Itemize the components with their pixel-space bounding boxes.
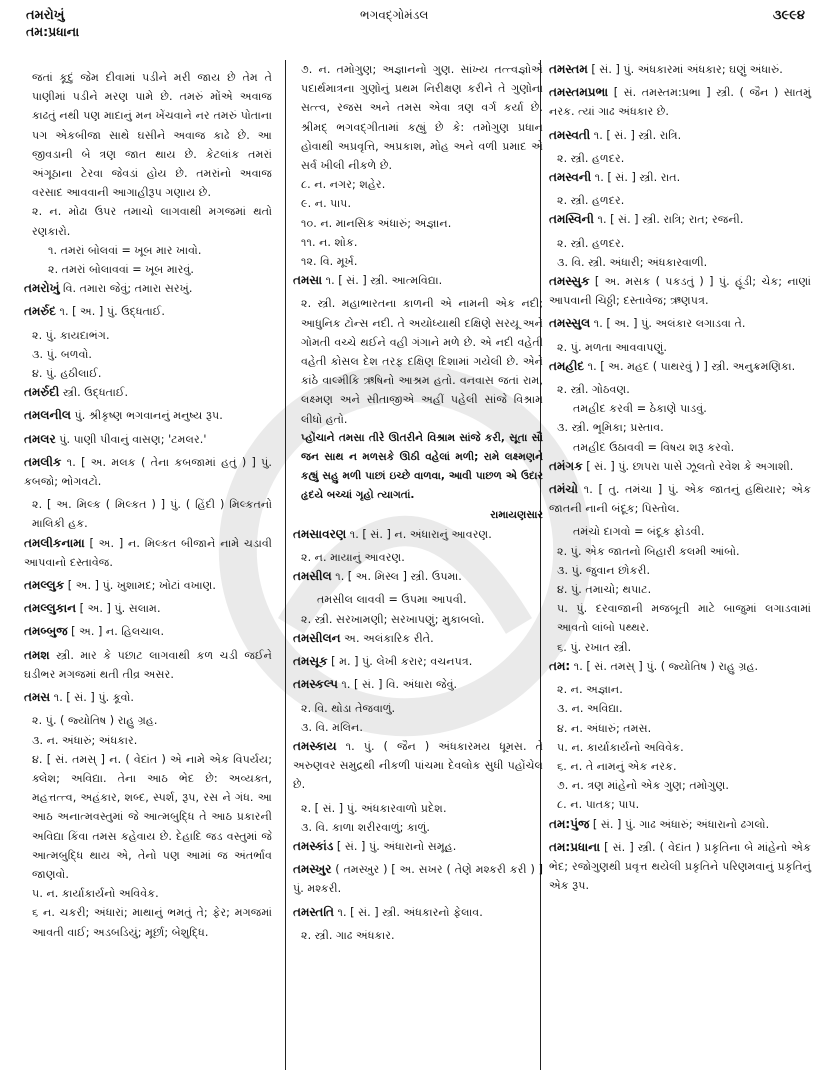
- headword: તમર્રુદ: [24, 304, 56, 319]
- headword: તમર્રુદી: [24, 385, 60, 400]
- dictionary-entry: [24, 383, 272, 402]
- dictionary-entry: [24, 599, 272, 618]
- sense-definition: ૩. ન. અંધારું; અંધકાર.: [32, 733, 138, 747]
- headword: તમ:પુંજ: [549, 816, 590, 831]
- headword: તમંચો: [549, 482, 579, 497]
- sense-definition: ૨. ન. અજ્ઞાન.: [557, 683, 623, 697]
- sense-definition: ૨. પું. કાયદાભંગ.: [32, 328, 110, 342]
- headword: તમસ્સુલ: [549, 316, 591, 331]
- sense-definition: ૩. વિ. સ્ત્રી. અંધારી; અંધકારવાળી.: [557, 255, 708, 269]
- dictionary-entry: [549, 815, 811, 834]
- sense-definition: ૩. વિ. કાળા શરીરવાળું; કાળું.: [301, 820, 430, 834]
- definition-text: ૧. [ સં. ] સ્ત્રી. અંધકારનો ફેલાવ.: [334, 905, 483, 919]
- dictionary-entry: [293, 860, 543, 898]
- sense-definition: ૩. સ્ત્રી. ભૂમિકા; પ્રસ્તાવ.: [557, 421, 664, 435]
- headword: તમસ્કાંડ: [293, 838, 334, 853]
- sense-definition: ૬ ન. ચકરી; અંધારાં; માથાનું ભમતું તે; ફેર; મગજમાં આવતી વાઈ; અડબડિયું; મૂર્છા; બેશુદ્ધિ.: [32, 906, 272, 939]
- sense-definition: ૨. સ્ત્રી. હળદર.: [557, 151, 625, 165]
- sense-definition: ૩. ન. અવિદ્યા.: [557, 702, 623, 716]
- headword: તમલીક: [24, 454, 62, 469]
- headword: તમસીલ: [293, 569, 332, 584]
- book-title: ભગવદ્ગોમંડલ: [360, 8, 429, 22]
- dictionary-entry: [549, 357, 811, 376]
- idiom-phrase: ૨. તમરાં બોલાવવાં = ખૂબ મારવું.: [48, 263, 194, 277]
- headword: તમશ: [24, 647, 50, 662]
- dictionary-entry: [24, 406, 272, 425]
- definition-text: ૧. [ સં. તમસ્ ] પું. ( જ્યોતિષ ) રાહુ ગ્રહ.: [570, 659, 759, 673]
- sense-definition: ૨. પું. ( જ્યોતિષ ) રાહુ ગ્રહ.: [32, 714, 158, 728]
- headword: તમલીકનામા: [24, 535, 85, 550]
- headword: તમહીદ: [549, 358, 585, 373]
- dictionary-entry: [24, 576, 272, 595]
- sense-definition: ૧૦. ન. માનસિક અંધારું; અજ્ઞાન.: [301, 216, 452, 230]
- headword: તમરોખું: [24, 281, 60, 296]
- definition-text: [ અ. ] ન. મિલ્કત બીજાને નામે ચડાવી આપવાનો દસ્તાવેજ.: [24, 536, 272, 569]
- headword: તમસ્તમપ્રભા: [549, 85, 609, 100]
- dictionary-entry: [549, 657, 811, 676]
- headword: તમંગક: [549, 458, 583, 473]
- sense-definition: ૩. પું. જુવાન છોકરી.: [557, 563, 651, 577]
- sense-definition: ૨. સ્ત્રી. મહાભારતના કાળની એ નામની એક નદી; આધુનિક ટોન્સ નદી. તે અયોધ્યાથી દક્ષિણે સરયૂ અને ગોમતી વચ્ચે થઈને વહી ગંગાને મળે છે. એ નદી વહેતી વહેતી કોસલ દેશ તરફ દક્ષિણ દિશામાં ગયેલી છે. એને કાંઠે વાલ્મીકિ ઋષિનો આશ્રમ હતો. વનવાસ જતાં રામ, લક્ષ્મણ અને સીતાજીએ અહીં પહેલી સાંજે વિશ્રામ લીધો હતો.: [301, 297, 543, 426]
- definition-text: [ સં. ] પું. છાપરા પાસે ઝૂલતો રવેશ કે અગાશી.: [582, 459, 794, 473]
- definition-text: [ અ. ] ન. હિલચાલ.: [67, 625, 165, 639]
- sense-definition: ૬. પું. રખાત સ્ત્રી.: [557, 640, 632, 654]
- dictionary-entry: [549, 480, 811, 518]
- sense-definition: ૨. પું. મળતા આવવાપણું.: [557, 340, 667, 354]
- headword: તમસ્ખુર: [293, 862, 332, 877]
- definition-text: ૧. [ સં. ] સ્ત્રી. આત્મવિદ્યા.: [322, 274, 443, 288]
- headword: તમસ્વિની: [549, 212, 594, 227]
- dictionary-entry: [293, 652, 543, 671]
- definition-text: ૧. [ તુ. તમંચા ] પું. એક જાતનું હથિયાર; એક જાતની નાની બંદૂક; પિસ્તોલ.: [549, 483, 811, 516]
- idiom-phrase: ૧. તમરાં બોલવાં = ખૂબ માર ખાવો.: [48, 243, 202, 257]
- headword: તમસ: [24, 690, 51, 705]
- sense-definition: ૮. ન. નગર; શહેર.: [301, 178, 386, 192]
- column-divider: [285, 60, 286, 1070]
- sense-definition: ૨. [ સં. ] પું. અંધકારવાળો પ્રદેશ.: [301, 801, 447, 815]
- sense-definition: ૪. ન. અંધારું; તમસ.: [557, 721, 652, 735]
- headword: તમસા: [293, 273, 323, 288]
- sense-definition: ૨. સ્ત્રી. હળદર.: [557, 236, 625, 250]
- sense-definition: ૯. ન. પાપ.: [301, 197, 352, 211]
- dictionary-entry: [24, 688, 272, 707]
- dictionary-entry: [549, 457, 811, 476]
- quotation: પ્હોંચાને તમસા તીરે ઊતરીને વિશ્રામ સાંજે કરી, સૂતા સૌ જન સાથ ન મળસકે ઊઠી વહેલાં મળી; રામે લક્ષ્મણને કહ્યું સહુ મળી પાછાં ઇચ્છે વાળવા, આવી પાછળ એ ઉદાર હૃદયે બચ્ચાં ગૃહો ત્યાગતાં.: [301, 431, 543, 502]
- dictionary-entry: [293, 675, 543, 694]
- headword: તમલનીલ: [24, 408, 71, 423]
- page-header: [0, 8, 825, 39]
- dictionary-entry: [24, 430, 272, 449]
- dictionary-entry: [293, 567, 543, 586]
- idiom-phrase: તમહીદ કરવી = ઠેકાણે પાડવું.: [573, 402, 707, 416]
- sense-definition: ૮. ન. પાતક; પાપ.: [557, 798, 640, 812]
- definition-text: [ મ. ] પું. લેખી કરાર; વચનપત્ર.: [327, 655, 473, 669]
- sense-definition: ૩. વિ. મલિન.: [301, 720, 363, 734]
- headword: તમલર: [24, 431, 56, 446]
- headword: તમસ્તતિ: [293, 904, 334, 919]
- definition-text: ૧. [ અ. મિસ્લ ] સ્ત્રી. ઉપમા.: [331, 570, 462, 584]
- definition-text: વિ. તમારા જેવું; તમારા સરખું.: [59, 282, 193, 296]
- dictionary-entry: [549, 168, 811, 187]
- sense-definition: ૨. સ્ત્રી. સરખામણી; સરખાપણું; મુકાબલો.: [301, 612, 485, 626]
- column-2: [293, 60, 543, 945]
- definition-text: [ સં. ] પું. ગાઢ અંધારું; અંધારાનો ઢગલો.: [589, 817, 770, 831]
- dictionary-entry: [549, 314, 811, 333]
- definition-text: ૧. [ અ. ] પું. ઉદ્ધતાઈ.: [55, 305, 165, 319]
- dictionary-entry: [549, 838, 811, 896]
- sense-definition: જતાં કૂદું જેમ દીવામાં પડીને મરી જાય છે તેમ તે પાણીમાં પડીને મરણ પામે છે. તમરું મોંએ અવાજ કાઢતું નથી પણ માદાનું મન ખેંચવાને નર તમરું પોતાના પગ એકબીજા સાથે ઘસીને અવાજ કાઢે છે. આ જીવડાની બે ત્રણ જાત થાય છે. કેટલાંક તમરાં અંગૂઠાના ટેરવા જેવડાં હોય છે. તમરાંનો અવાજ વરસાદ આવવાની આગાહીરૂપ ગણાય છે.: [32, 71, 272, 200]
- sense-definition: ૪. પું. હઠીલાઈ.: [32, 367, 102, 381]
- headword: તમબ્બુજ: [24, 624, 68, 639]
- column-3: [549, 60, 811, 899]
- definition-text: [ સં. તમસ્તમ:પ્રભા ] સ્ત્રી. ( જૈન ) સાતમું નરક. ત્યાં ગાઢ અંધકાર છે.: [549, 86, 811, 119]
- definition-text: ૧. પું. ( જૈન ) અંધકારમય ધૂમસ. તે અરુણવર સમુદ્રથી નીકળી પાંચમા દેવલોક સુધી પહોંચેલ છે.: [293, 739, 543, 792]
- sense-definition: ૨. વિ. થોડા તેજવાળું.: [301, 701, 396, 715]
- sense-definition: ૩. પું. બળવો.: [32, 347, 92, 361]
- idiom-phrase: તમંચો દાગવો = બંદૂક ફોડવી.: [573, 525, 705, 539]
- sense-definition: ૭. ન. તમોગુણ; અજ્ઞાનનો ગુણ. સાંખ્ય તત્ત્વજ્ઞોએ પદાર્થમાત્રના ગુણોનું પ્રથમ નિરીક્ષણ કરીને તે ગુણોના સત્ત્વ, રજસ અને તમસ એવા ત્રણ વર્ગ કર્યા છે. શ્રીમદ્ ભગવદ્ગીતામાં કહ્યું છે કે: તમોગુણ પ્રધાન હોવાથી અપ્રવૃત્તિ, અપ્રકાશ, મોહ અને વળી પ્રમાદ એ સર્વ ખીલી નીકળે છે.: [301, 63, 543, 173]
- quote-attribution: રામાયણસાર: [490, 508, 543, 521]
- sense-definition: ૨. સ્ત્રી. ગાઢ અંધકાર.: [301, 928, 395, 942]
- definition-text: અ. અલંકારિક રીતે.: [340, 631, 434, 645]
- sense-definition: ૨. [ અ. મિલ્ક ( મિલ્કત ) ] પું. ( હિંદી ) મિલ્કતનો માલિકી હક.: [32, 498, 272, 531]
- dictionary-entry: [549, 210, 811, 229]
- idiom-phrase: તમસીલ લાવવી = ઉપમા આપવી.: [317, 593, 467, 607]
- definition-text: [ સં. ] સ્ત્રી. ( વેદાંત ) પ્રકૃતિના બે માંહેનો એક ભેદ; રજોગુણથી પ્રવૃત્ત થયેલી પ્રકૃતિને પરિણમવાનું પ્રકૃતિનું એક રૂપ.: [549, 840, 811, 893]
- definition-text: [ સં. ] પું. અંધકારમાં અંધકાર; ઘણું અંધારું.: [587, 63, 783, 76]
- page-number: ૩૯૯૪: [772, 8, 805, 23]
- dictionary-entry: [24, 453, 272, 491]
- sense-definition: ૧૨. વિ. મૂર્ખ.: [301, 255, 358, 269]
- dictionary-entry: [293, 271, 543, 290]
- dictionary-entry: [293, 903, 543, 922]
- sense-definition: ૨. પું. એક જાતનો બિહારી કલમી આંબો.: [557, 544, 740, 558]
- dictionary-entry: [293, 629, 543, 648]
- definition-text: પું. પાણી પીવાનું વાસણ; 'ટમલર.': [55, 432, 207, 446]
- definition-text: પું. શ્રીકૃષ્ણ ભગવાનનું મનુષ્ય રૂપ.: [70, 409, 223, 423]
- dictionary-entry: [24, 534, 272, 572]
- definition-text: ૧. [ અ. ] પું. અલંકાર લગાડવા તે.: [590, 317, 746, 331]
- definition-text: ૧. [ સં. ] સ્ત્રી. રાત્રિ; રાત; રજની.: [593, 213, 744, 227]
- sense-definition: ૪. [ સં. તમસ્ ] ન. ( વેદાંત ) એ નામે એક વિપર્યય; ક્લેશ; અવિદ્યા. તેના આઠ ભેદ છે: અવ્યક્ત, મહત્તત્ત્વ, અહંકાર, શબ્દ, સ્પર્શ, રૂપ, રસ ને ગંધ. આ આઠ અનાત્મવસ્તુમાં જે આત્મબુદ્ધિ તે આઠ પ્રકારની અવિદ્યા કિંવા તમસ કહેવાય છે. દેહાદિ જડ વસ્તુમાં જે આત્મબુદ્ધિ થાય એ, તેનો પણ આમાં જ અંતર્ભાવ જાણવો.: [32, 752, 272, 881]
- sense-definition: ૫. ન. કાર્યાકાર્યનો અવિવેક.: [32, 887, 159, 901]
- headword: તમસાવરણ: [293, 526, 347, 541]
- headword: તમસ્કલ્પ: [293, 677, 338, 692]
- sense-definition: ૨. સ્ત્રી. હળદર.: [557, 194, 625, 208]
- sense-definition: ૬. ન. તે નામનું એક નરક.: [557, 759, 677, 773]
- column-1: [24, 68, 272, 942]
- dictionary-entry: [24, 622, 272, 641]
- headword: તમસ્વતી: [549, 127, 591, 142]
- dictionary-entry: [549, 60, 811, 79]
- definition-text: [ અ. મસક ( પકડતું ) ] પું. હૂંડી; ચેક; નાણાં આપવાની ચિઠ્ઠી; દસ્તાવેજ; ઋણપત્ર.: [549, 275, 811, 308]
- dictionary-entry: [549, 272, 811, 310]
- definition-text: [ સં. ] પું. અંધારાનો સમૂહ.: [333, 839, 457, 853]
- dictionary-entry: [24, 302, 272, 321]
- sense-definition: ૫. પું. દરવાજાની મજબૂતી માટે બાજુમાં લગાડવામાં આવતો લાંબો પથ્થર.: [557, 602, 811, 635]
- headword: તમ:: [549, 658, 571, 673]
- dictionary-entry: [24, 646, 272, 684]
- definition-text: ૧. [ સં. ] પું. કૂવો.: [50, 691, 134, 705]
- definition-text: ૧. [ સં. ] વિ. અંધારા જેવું.: [337, 678, 458, 692]
- idiom-phrase: તમહીદ ઉઠાવવી = વિષય શરૂ કરવો.: [573, 440, 735, 454]
- headword: તમસૂક: [293, 654, 328, 669]
- sense-definition: ૪. પું. તમાચો; થપાટ.: [557, 583, 652, 597]
- definition-text: ૧. [ અ. મલક ( તેના કબજામાં હતું ) ] પું. કબજો; ભોગવટો.: [24, 455, 272, 489]
- dictionary-entry: [549, 126, 811, 145]
- definition-text: ૧. [ અ. મહદ ( પાથરવું ) ] સ્ત્રી. અનુક્રમણિકા.: [584, 359, 796, 373]
- dictionary-entry: [293, 737, 543, 795]
- sense-definition: ૨. ન. મોઢા ઉપર તમાચો લાગવાથી મગજમાં થતો રણકારો.: [32, 205, 272, 238]
- headword: તમસ્તમ: [549, 62, 588, 76]
- headword: તમસ્સુક: [549, 274, 590, 289]
- dictionary-entry: [549, 83, 811, 121]
- headword: તમલ્લુકાન: [24, 601, 77, 616]
- sense-definition: ૭. ન. ત્રણ માંહેનો એક ગુણ; તમોગુણ.: [557, 779, 729, 793]
- definition-text: ( તમસ્ખુર ) [ અ. સખર ( તેણે મશ્કરી કરી ) ] પું. મશ્કરી.: [293, 863, 543, 896]
- dictionary-entry: [24, 279, 272, 298]
- headword: તમસ્વની: [549, 170, 592, 185]
- dictionary-entry: [293, 837, 543, 856]
- sense-definition: ૫. ન. કાર્યાકાર્યનો અવિવેક.: [557, 740, 684, 754]
- headword: તમસીલન: [293, 630, 341, 645]
- sense-definition: ૨. સ્ત્રી. ગોઠવણ.: [557, 383, 630, 397]
- sense-definition: ૨. ન. માયાનું આવરણ.: [301, 551, 405, 565]
- definition-text: સ્ત્રી. ઉદ્ધતાઈ.: [59, 386, 129, 400]
- dictionary-entry: [293, 525, 543, 544]
- definition-text: સ્ત્રી. માર કે પછાટ લાગવાથી કળ ચડી જઈને ઘડીભર મગજમાં થતી તીવ્ર અસર.: [24, 648, 272, 681]
- headword: તમસ્કાય: [293, 738, 337, 753]
- definition-text: ૧. [ સં. ] સ્ત્રી. રાત્રિ.: [590, 128, 682, 142]
- headword: તમ:પ્રધાના: [549, 839, 601, 854]
- sense-definition: ૧૧. ન. શોક.: [301, 235, 358, 249]
- definition-text: [ અ. ] પું. ખુશામદ; ખોટાં વખાણ.: [64, 579, 216, 593]
- headword: તમલ્લુક: [24, 578, 65, 593]
- definition-text: [ અ. ] પું. સલામ.: [76, 602, 161, 616]
- definition-text: ૧. [ સં. ] ન. અંધારાનું આવરણ.: [346, 527, 492, 541]
- guide-word-first: તમરોખું: [26, 8, 65, 23]
- definition-text: ૧. [ સં. ] સ્ત્રી. રાત.: [591, 171, 681, 185]
- guide-word-last: તમ:પ્રધાના: [26, 24, 80, 39]
